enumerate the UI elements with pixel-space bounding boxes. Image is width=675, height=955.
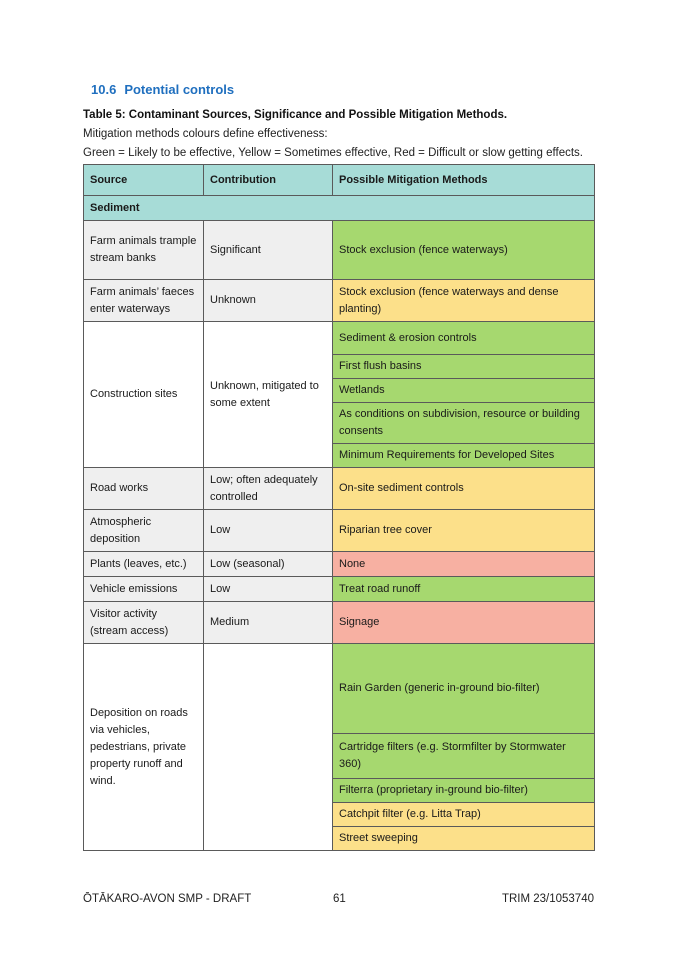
method-cell: On-site sediment controls bbox=[333, 468, 595, 510]
method-cell: First flush basins bbox=[333, 355, 595, 379]
source-cell: Plants (leaves, etc.) bbox=[84, 552, 204, 577]
legend-note-line1: Mitigation methods colours define effectiveness: bbox=[83, 128, 328, 140]
contribution-cell: Low bbox=[204, 577, 333, 602]
table-row bbox=[84, 510, 595, 552]
contribution-cell: Unknown, mitigated to some extent bbox=[204, 322, 333, 468]
method-cell: Riparian tree cover bbox=[333, 510, 595, 552]
method-cell: Stock exclusion (fence waterways and dense planting) bbox=[333, 280, 595, 322]
contribution-cell: Low (seasonal) bbox=[204, 552, 333, 577]
table-row bbox=[84, 552, 595, 577]
source-cell: Atmospheric deposition bbox=[84, 510, 204, 552]
source-cell: Farm animals trample stream banks bbox=[84, 221, 204, 280]
table-caption: Table 5: Contaminant Sources, Significance and Possible Mitigation Methods. bbox=[83, 109, 508, 121]
method-cell: Wetlands bbox=[333, 379, 595, 403]
source-cell: Farm animals’ faeces enter waterways bbox=[84, 280, 204, 322]
source-cell: Road works bbox=[84, 468, 204, 510]
legend-note-line2: Green = Likely to be effective, Yellow = Sometimes effective, Red = Difficult or slow getting effects. bbox=[83, 147, 583, 159]
table-row bbox=[84, 221, 595, 280]
section-title: Potential controls bbox=[124, 82, 235, 97]
method-cell: Cartridge filters (e.g. Stormfilter by Stormwater 360) bbox=[333, 734, 595, 779]
table-row bbox=[84, 577, 595, 602]
source-cell: Deposition on roads via vehicles, pedestrians, private property runoff and wind. bbox=[84, 644, 204, 851]
header-contribution: Contribution bbox=[204, 165, 333, 196]
footer-trim-reference: TRIM 23/1053740 bbox=[501, 893, 594, 905]
method-cell: None bbox=[333, 552, 595, 577]
method-cell: Signage bbox=[333, 602, 595, 644]
table-row bbox=[84, 280, 595, 322]
method-cell: Filterra (proprietary in-ground bio-filter) bbox=[333, 779, 595, 803]
method-cell: Stock exclusion (fence waterways) bbox=[333, 221, 595, 280]
source-cell: Visitor activity (stream access) bbox=[84, 602, 204, 644]
section-heading bbox=[91, 82, 234, 97]
header-source: Source bbox=[84, 165, 204, 196]
section-label: Sediment bbox=[84, 196, 595, 221]
contribution-cell: Low; often adequately controlled bbox=[204, 468, 333, 510]
contribution-cell bbox=[204, 644, 333, 851]
header-methods: Possible Mitigation Methods bbox=[333, 165, 595, 196]
method-cell: Treat road runoff bbox=[333, 577, 595, 602]
table-row bbox=[84, 644, 595, 734]
footer-document-title: ŌTĀKARO-AVON SMP - DRAFT bbox=[83, 893, 252, 905]
contaminant-table bbox=[83, 164, 595, 851]
method-cell: Catchpit filter (e.g. Litta Trap) bbox=[333, 803, 595, 827]
method-cell: Minimum Requirements for Developed Sites bbox=[333, 444, 595, 468]
contribution-cell: Medium bbox=[204, 602, 333, 644]
section-row bbox=[84, 196, 595, 221]
method-cell: Rain Garden (generic in-ground bio-filter) bbox=[333, 644, 595, 734]
contribution-cell: Unknown bbox=[204, 280, 333, 322]
method-cell: As conditions on subdivision, resource or building consents bbox=[333, 403, 595, 444]
source-cell: Vehicle emissions bbox=[84, 577, 204, 602]
contribution-cell: Significant bbox=[204, 221, 333, 280]
section-number: 10.6 bbox=[91, 82, 117, 97]
table-row bbox=[84, 602, 595, 644]
table-row bbox=[84, 468, 595, 510]
table-header-row bbox=[84, 165, 595, 196]
footer-page-number: 61 bbox=[333, 893, 346, 905]
method-cell: Street sweeping bbox=[333, 827, 595, 851]
method-cell: Sediment & erosion controls bbox=[333, 322, 595, 355]
contribution-cell: Low bbox=[204, 510, 333, 552]
source-cell: Construction sites bbox=[84, 322, 204, 468]
table-row bbox=[84, 322, 595, 355]
